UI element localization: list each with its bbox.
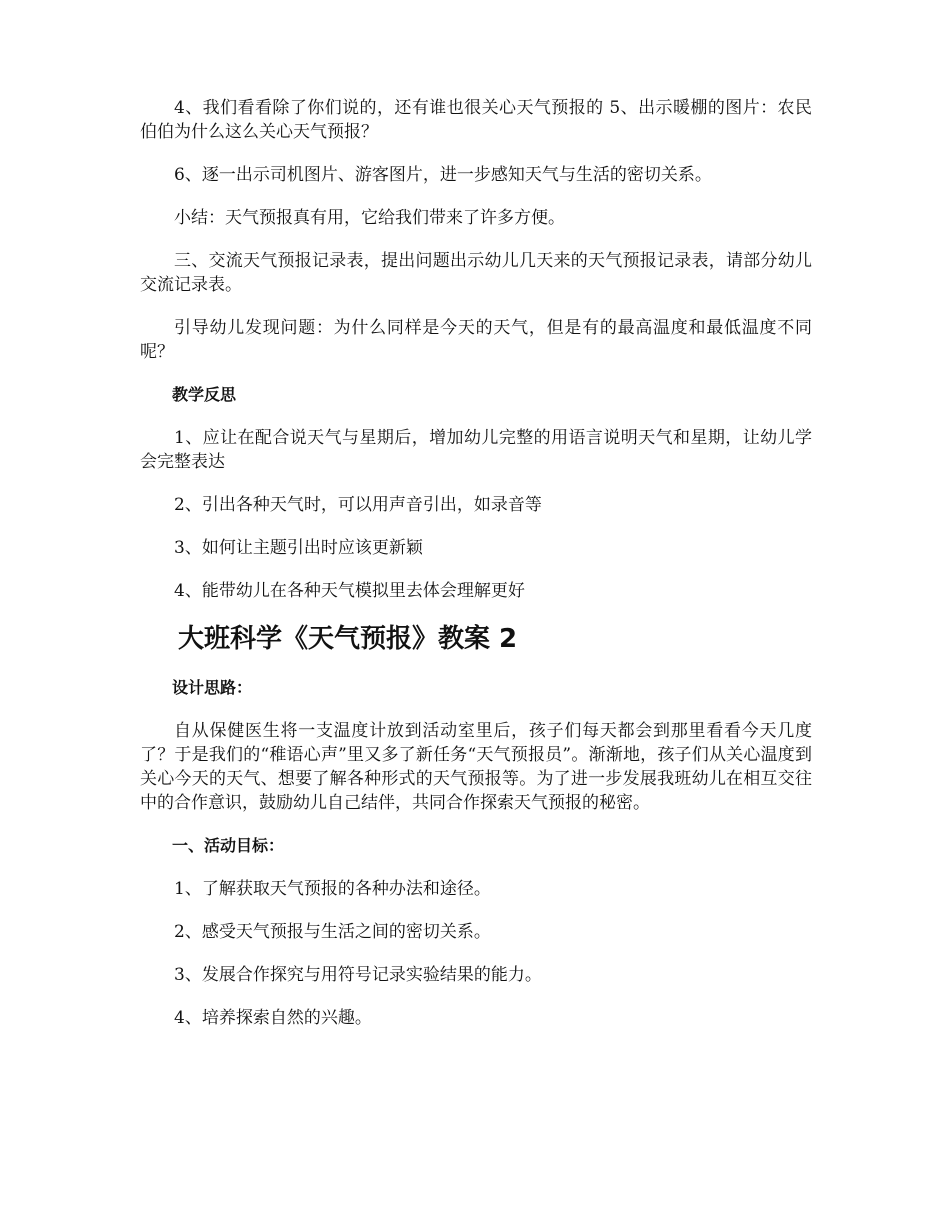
reflection-item: 1、应让在配合说天气与星期后，增加幼儿完整的用语言说明天气和星期，让幼儿学会完整表达 xyxy=(140,428,812,472)
design-heading: 设计思路： xyxy=(172,678,253,697)
summary-paragraph: 小结：天气预报真有用，它给我们带来了许多方便。 xyxy=(174,208,565,228)
paragraph: 引导幼儿发现问题：为什么同样是今天的天气，但是有的最高温度和最低温度不同呢？ xyxy=(140,318,812,362)
reflection-item: 2、引出各种天气时，可以用声音引出，如录音等 xyxy=(174,495,542,515)
reflection-item: 4、能带幼儿在各种天气模拟里去体会理解更好 xyxy=(174,581,525,601)
lesson-title: 大班科学《天气预报》教案 2 xyxy=(178,624,518,654)
goal-item: 1、了解获取天气预报的各种办法和途径。 xyxy=(174,879,491,899)
paragraph: 4、我们看看除了你们说的，还有谁也很关心天气预报的 5、出示暖棚的图片：农民伯伯为什么这么关心天气预报？ xyxy=(140,98,812,142)
reflection-item: 3、如何让主题引出时应该更新颖 xyxy=(174,538,423,558)
paragraph: 6、逐一出示司机图片、游客图片，进一步感知天气与生活的密切关系。 xyxy=(174,165,712,185)
reflection-heading: 教学反思 xyxy=(172,385,237,404)
goals-heading: 一、活动目标： xyxy=(172,836,285,855)
paragraph: 三、交流天气预报记录表，提出问题出示幼儿几天来的天气预报记录表，请部分幼儿交流记录表。 xyxy=(140,251,812,295)
design-paragraph: 自从保健医生将一支温度计放到活动室里后，孩子们每天都会到那里看看今天几度了？于是我们的“稚语心声”里又多了新任务“天气预报员”。渐渐地，孩子们从关心温度到关心今天的天气、想要了解各种形式的天气预报等。为了进一步发展我班幼儿在相互交往中的合作意识，鼓励幼儿自己结伴，共同合作探索天气预报的秘密。 xyxy=(140,721,812,813)
goal-item: 4、培养探索自然的兴趣。 xyxy=(174,1008,372,1028)
goal-item: 2、感受天气预报与生活之间的密切关系。 xyxy=(174,922,491,942)
goal-item: 3、发展合作探究与用符号记录实验结果的能力。 xyxy=(174,965,542,985)
document-page xyxy=(140,96,812,1049)
